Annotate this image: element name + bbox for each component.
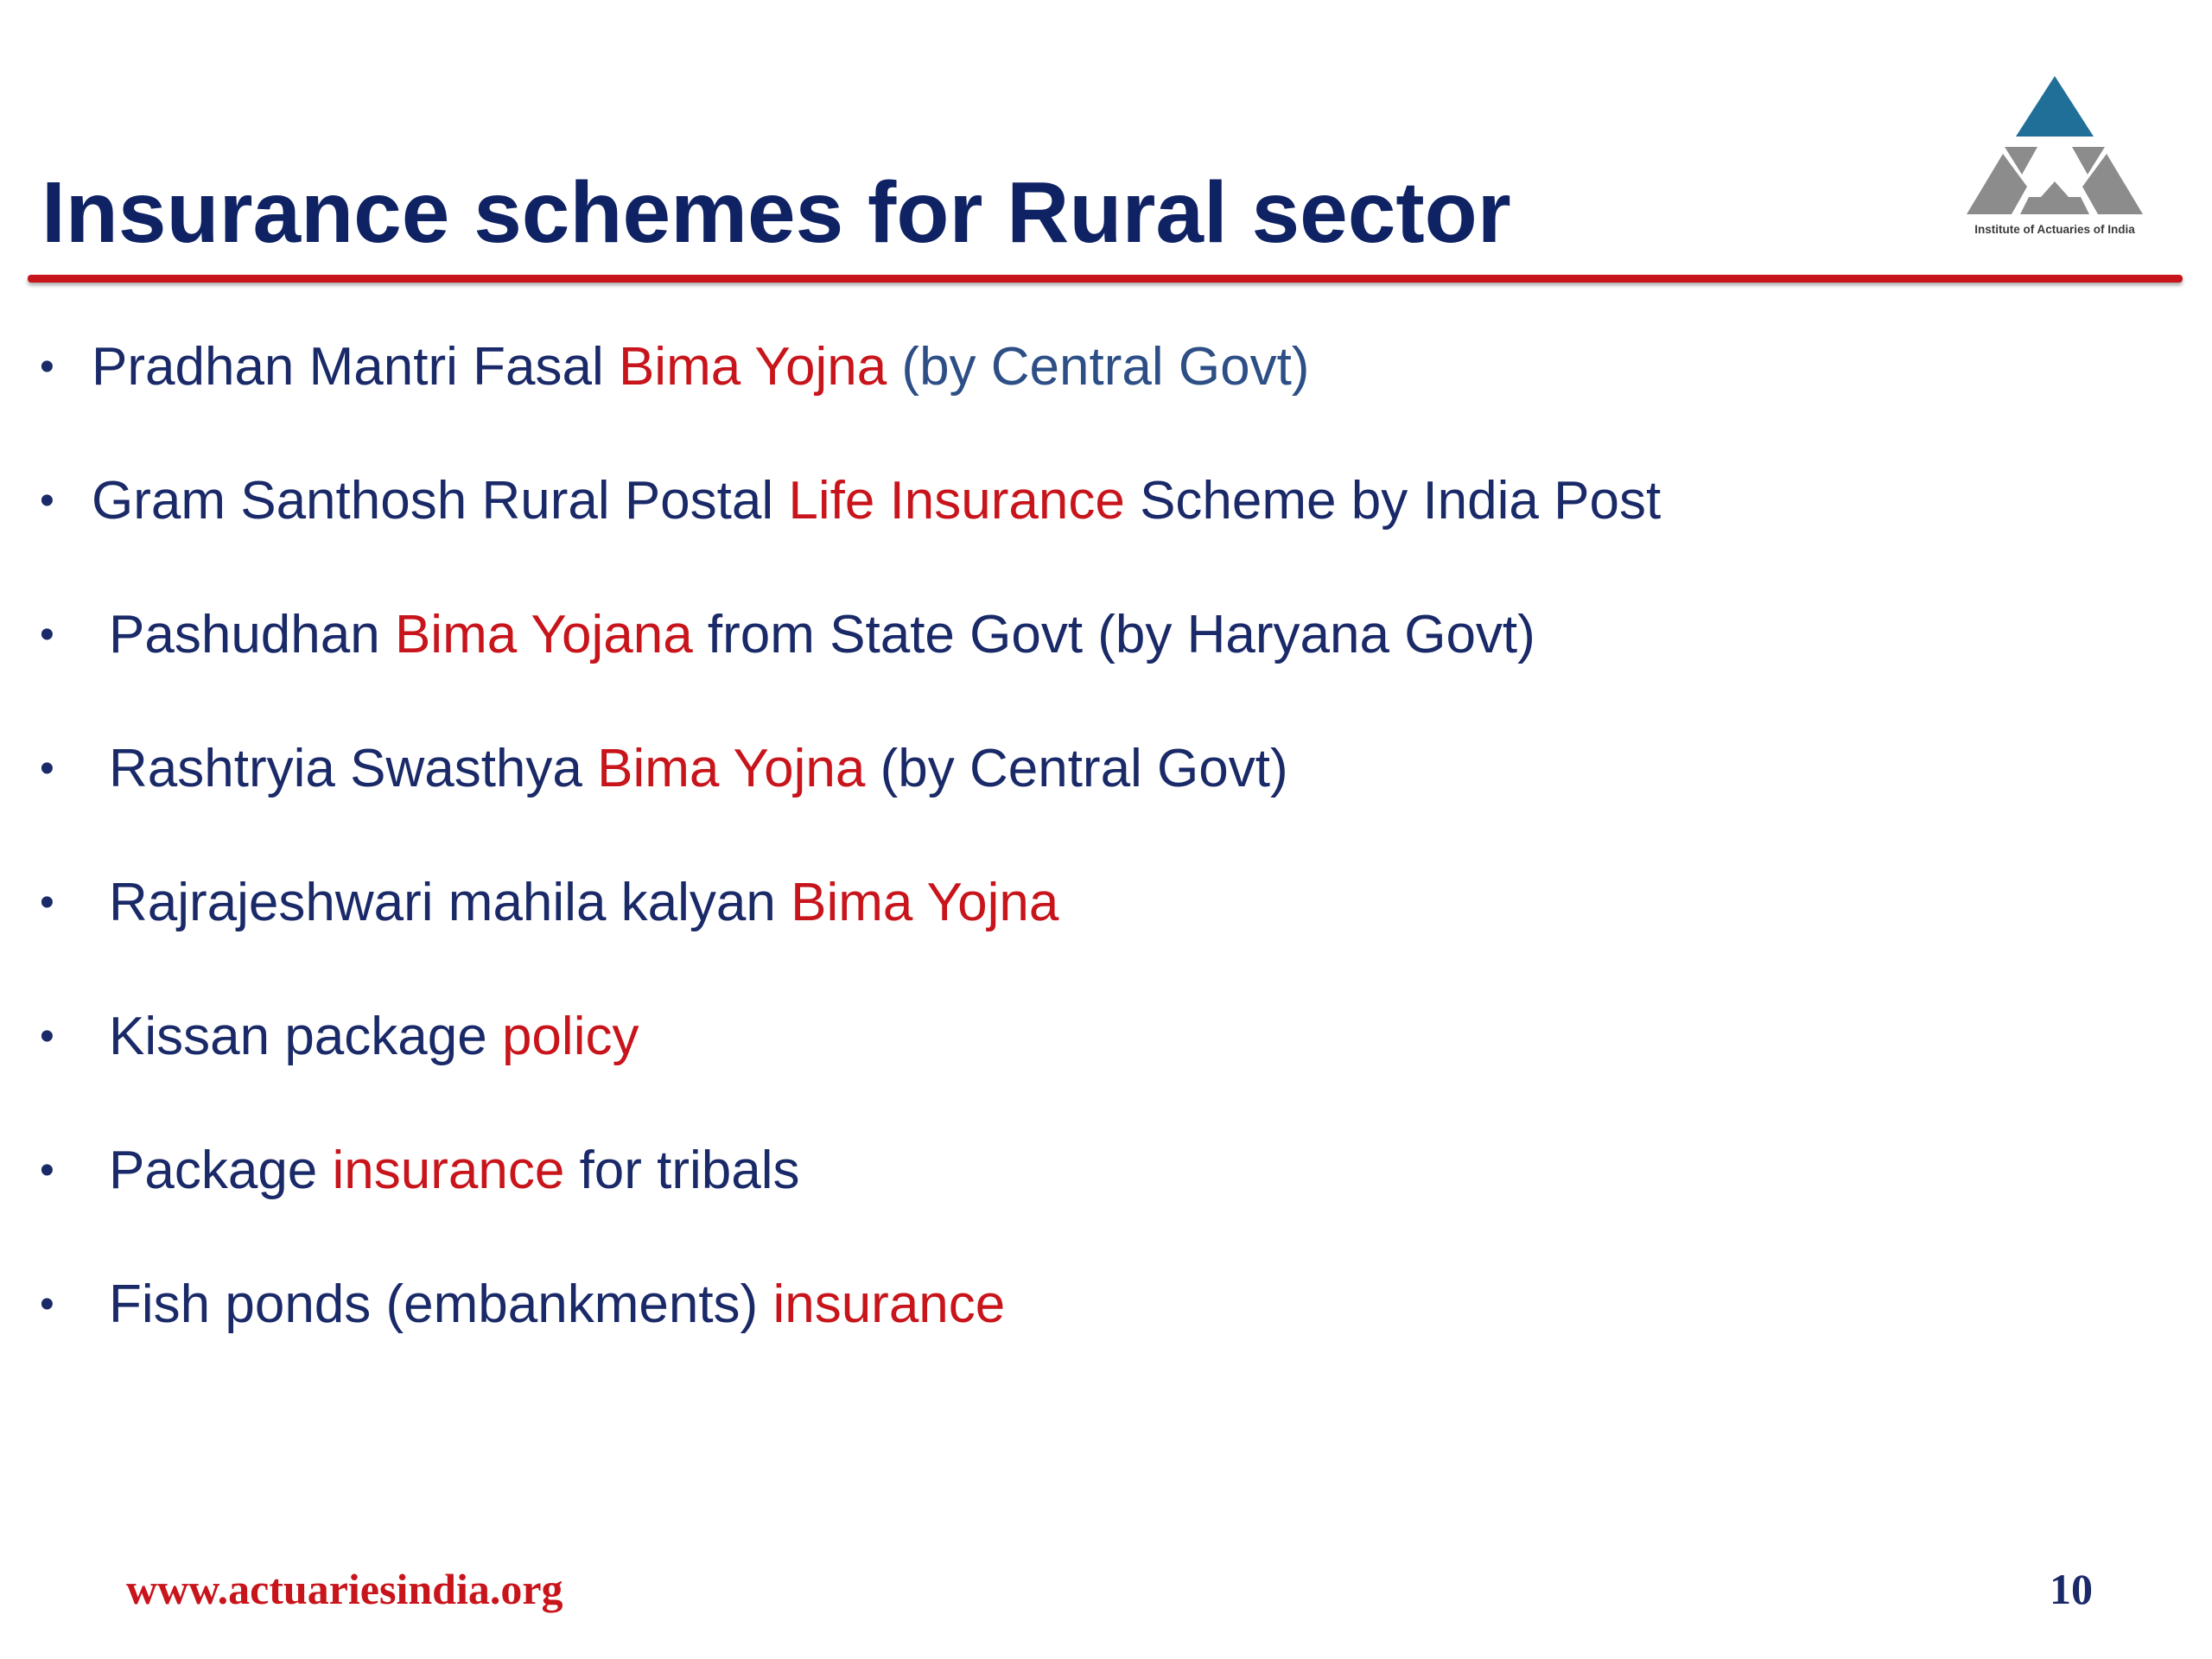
bullet-text <box>109 864 1058 942</box>
bullet-segment-normal: Package <box>109 1141 333 1200</box>
bullet-segment-normal: Rashtryia Swasthya <box>109 739 598 798</box>
bullet-text <box>109 730 1288 808</box>
bullet-segment-normal: (by Central Govt) <box>865 739 1288 798</box>
bullet-segment-accent: insurance <box>772 1274 1006 1334</box>
bullet-segment-normal: from State Govt (by Haryana Govt) <box>692 605 1535 664</box>
bullet-text <box>109 1266 1005 1344</box>
bullet-segment-normal: for tribals <box>564 1141 800 1200</box>
bullet-dot-icon: • <box>40 478 54 524</box>
bullet-segment-accent: Bima Yojna <box>618 337 887 397</box>
bullet-segment-normal: Pashudhan <box>109 605 395 664</box>
page-number: 10 <box>2050 1565 2093 1613</box>
slide-title: Insurance schemes for Rural sector <box>41 164 1511 261</box>
footer-url[interactable]: www.actuariesindia.org <box>126 1565 563 1613</box>
institute-logo <box>1951 67 2158 249</box>
bullet-dot-icon: • <box>40 1014 54 1059</box>
logo-caption: Institute of Actuaries of India <box>1974 223 2135 236</box>
bullet-text <box>92 462 1661 540</box>
bullet-text <box>109 1132 800 1210</box>
bullet-segment-normal: Gram Santhosh Rural Postal <box>92 471 789 531</box>
bullet-text <box>109 596 1535 674</box>
bullet-segment-normal: Scheme by India Post <box>1124 471 1662 531</box>
bullet-segment-accent: insurance <box>332 1141 565 1200</box>
bullet-segment-accent: Bima Yojana <box>394 605 693 664</box>
bullet-segment-accent: Bima Yojna <box>791 873 1059 932</box>
bullet-segment-normal: Kissan package <box>109 1007 502 1066</box>
bullet-text <box>109 998 639 1076</box>
bullet-dot-icon: • <box>40 344 54 390</box>
bullet-segment-normal: Rajrajeshwari mahila kalyan <box>109 873 791 932</box>
bullet-dot-icon: • <box>40 880 54 925</box>
bullet-text <box>92 328 1309 406</box>
bullet-segment-normal: Fish ponds (embankments) <box>109 1274 773 1334</box>
bullet-segment-muted: (by Central Govt) <box>887 337 1310 397</box>
bullet-dot-icon: • <box>40 746 54 791</box>
title-underline <box>28 275 2183 283</box>
bullet-segment-normal: Pradhan Mantri Fasal <box>92 337 619 397</box>
logo-triangles-icon <box>1951 67 2158 223</box>
bullet-dot-icon: • <box>40 612 54 658</box>
bullet-segment-accent: policy <box>501 1007 639 1066</box>
bullet-segment-accent: Bima Yojna <box>597 739 866 798</box>
bullet-dot-icon: • <box>40 1147 54 1193</box>
bullet-dot-icon: • <box>40 1281 54 1327</box>
bullet-segment-accent: Life Insurance <box>788 471 1125 531</box>
